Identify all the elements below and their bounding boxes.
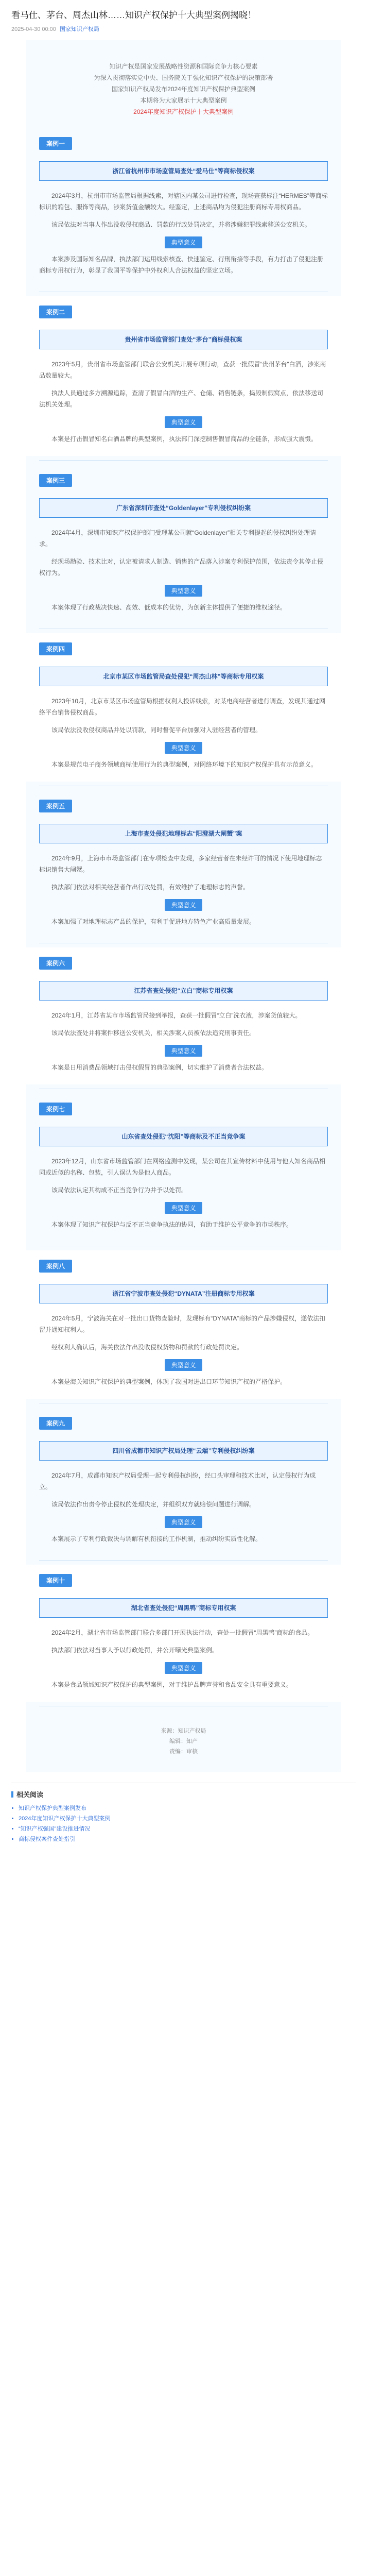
case-list xyxy=(26,128,341,1706)
comment-label xyxy=(39,1202,328,1214)
comment-paragraph: 本案展示了专利行政裁决与调解有机衔接的工作机制，推动纠纷实质性化解。 xyxy=(51,1535,262,1543)
comment-paragraph: 本案是日用消费品领域打击侵权假冒的典型案例，切实维护了消费者合法权益。 xyxy=(51,1064,268,1071)
case-paragraph: 2024年1月，江苏省某市市场监管局接到举报，查获一批假冒“立白”洗衣液，涉案货值较大。 xyxy=(51,1012,302,1019)
comment-label xyxy=(39,899,328,911)
comment-label-text: 典型意义 xyxy=(165,236,202,248)
credits xyxy=(26,1710,341,1772)
intro-block xyxy=(26,40,341,128)
case-tag: 案例七 xyxy=(39,1103,72,1115)
intro-line: 为深入贯彻落实党中央、国务院关于强化知识产权保护的决策部署 xyxy=(94,74,273,81)
comment-paragraph: 本案体现了知识产权保护与反不正当竞争执法的协同，有助于维护公平竞争的市场秩序。 xyxy=(51,1221,293,1228)
credit-line: 编辑：知产 xyxy=(169,1738,198,1744)
section-divider xyxy=(39,460,328,461)
case-paragraph: 2024年2月，湖北省市场监管部门联合多部门开展执法行动，查处一批假冒“周黑鸭”商标的食品。 xyxy=(51,1629,314,1636)
case-paragraph: 执法人员通过多方溯源追踪，查清了假冒白酒的生产、仓储、销售链条，捣毁制假窝点，依法移送司法机关处理。 xyxy=(39,389,324,408)
related-heading xyxy=(11,1789,356,1799)
case-section xyxy=(26,790,341,939)
comment-label xyxy=(39,1662,328,1674)
case-title: 上海市查处侵犯地理标志“阳澄湖大闸蟹”案 xyxy=(39,824,328,843)
case-title: 江苏省查处侵犯“立白”商标专用权案 xyxy=(39,981,328,1001)
case-paragraph: 执法部门依法对当事人予以行政处罚，并公开曝光典型案例。 xyxy=(51,1647,219,1654)
case-tag: 案例十 xyxy=(39,1574,72,1587)
publish-date: 2025-04-30 00:00 xyxy=(11,26,56,32)
comment-label-text: 典型意义 xyxy=(165,1202,202,1214)
comment-paragraph: 本案体现了行政裁决快速、高效、低成本的优势，为创新主体提供了便捷的维权途径。 xyxy=(51,604,287,611)
case-section xyxy=(26,296,341,456)
comment-label xyxy=(39,1516,328,1528)
comment-paragraph: 本案是规范电子商务领域商标使用行为的典型案例，对网络环境下的知识产权保护具有示范意义。 xyxy=(51,761,318,768)
case-paragraph: 经权利人确认后，海关依法作出没收侵权货物和罚款的行政处罚决定。 xyxy=(51,1344,243,1351)
case-paragraph: 执法部门依法对相关经营者作出行政处罚，有效维护了地理标志的声誉。 xyxy=(51,884,250,891)
case-title: 浙江省杭州市市场监管局查处“爱马仕”等商标侵权案 xyxy=(39,161,328,181)
case-paragraph: 2023年10月，北京市某区市场监管局根据权利人投诉线索，对某电商经营者进行调查，发现其通过网络平台销售侵权商品。 xyxy=(39,698,326,716)
comment-label-text: 典型意义 xyxy=(165,1359,202,1371)
case-section xyxy=(26,1093,341,1242)
comment-label-text: 典型意义 xyxy=(165,1045,202,1057)
comment-paragraph: 本案涉及国际知名品牌，执法部门运用线索核查、快速鉴定、行刑衔接等手段，有力打击了侵犯注册商标专用权行为，彰显了我国平等保护中外权利人合法权益的坚定立场。 xyxy=(39,256,324,274)
comment-label xyxy=(39,416,328,428)
case-tag: 案例六 xyxy=(39,957,72,970)
case-section xyxy=(26,128,341,287)
case-tag: 案例二 xyxy=(39,306,72,318)
intro-line: 本期将为大家展示十大典型案例 xyxy=(140,97,227,104)
intro-line: 知识产权是国家发展战略性资源和国际竞争力核心要素 xyxy=(109,63,258,70)
section-bar-icon xyxy=(11,1791,13,1798)
related-list xyxy=(11,1803,356,1844)
case-paragraph: 经现场勘验、技术比对，认定被请求人制造、销售的产品落入涉案专利保护范围，依法责令其停止侵权行为。 xyxy=(39,558,324,577)
case-title: 贵州省市场监管部门查处“茅台”商标侵权案 xyxy=(39,330,328,349)
section-divider xyxy=(39,1560,328,1561)
case-tag: 案例一 xyxy=(39,137,72,150)
case-section xyxy=(26,947,341,1084)
case-section xyxy=(26,1250,341,1399)
case-section xyxy=(26,633,341,782)
article-title: 看马仕、茅台、周杰山林……知识产权保护十大典型案例揭晓！ xyxy=(11,10,256,20)
case-title: 湖北省查处侵犯“周黑鸭”商标专用权案 xyxy=(39,1598,328,1618)
case-paragraph: 该局依法没收侵权商品并处以罚款，同时督促平台加强对入驻经营者的管理。 xyxy=(51,726,262,734)
case-section xyxy=(26,1565,341,1702)
related-link[interactable]: • 知识产权保护典型案例发布 xyxy=(19,1803,356,1814)
case-paragraph: 该局依法作出责令停止侵权的处理决定，并组织双方就赔偿问题进行调解。 xyxy=(51,1501,256,1508)
comment-label xyxy=(39,585,328,597)
case-title: 山东省查处侵犯“沈阳”等商标及不正当竞争案 xyxy=(39,1127,328,1146)
case-paragraph: 2023年12月，山东省市场监管部门在网络监测中发现，某公司在其宣传材料中使用与他人知名商品相同或近似的名称、包装，引人误认为是他人商品。 xyxy=(39,1158,326,1176)
case-title: 北京市某区市场监管局查处侵犯“周杰山林”等商标专用权案 xyxy=(39,667,328,686)
comment-label-text: 典型意义 xyxy=(165,899,202,911)
article-header xyxy=(0,0,367,33)
comment-paragraph: 本案是海关知识产权保护的典型案例，体现了我国对进出口环节知识产权的严格保护。 xyxy=(51,1378,287,1385)
case-tag: 案例三 xyxy=(39,474,72,487)
related-link[interactable]: • “知识产权强国”建设推进情况 xyxy=(19,1824,356,1834)
intro-line: 国家知识产权局发布2024年度知识产权保护典型案例 xyxy=(112,86,255,93)
comment-label xyxy=(39,1045,328,1057)
comment-paragraph: 本案是食品领域知识产权保护的典型案例，对于维护品牌声誉和食品安全具有重要意义。 xyxy=(51,1681,293,1688)
case-tag: 案例四 xyxy=(39,642,72,655)
comment-label xyxy=(39,236,328,248)
related-link[interactable]: • 商标侵权案件查处指引 xyxy=(19,1834,356,1844)
intro-highlight: 2024年度知识产权保护十大典型案例 xyxy=(133,108,234,115)
case-paragraph: 2024年7月，成都市知识产权局受理一起专利侵权纠纷，经口头审理和技术比对，认定侵权行为成立。 xyxy=(39,1472,316,1490)
case-title: 浙江省宁波市查处侵犯“DYNATA”注册商标专用权案 xyxy=(39,1284,328,1303)
comment-paragraph: 本案加强了对地理标志产品的保护，有利于促进地方特色产业高质量发展。 xyxy=(51,918,256,925)
comment-label-text: 典型意义 xyxy=(165,416,202,428)
case-section xyxy=(26,465,341,624)
comment-label-text: 典型意义 xyxy=(165,585,202,597)
article-body xyxy=(26,40,341,1772)
source-link[interactable]: 国家知识产权局 xyxy=(59,26,99,32)
credit-line: 责编：审核 xyxy=(169,1749,198,1755)
case-section xyxy=(26,1408,341,1556)
related-heading-text: 相关阅读 xyxy=(16,1791,44,1799)
comment-label xyxy=(39,1359,328,1371)
case-paragraph: 2024年5月，宁波海关在对一批出口货物查验时，发现标有“DYNATA”商标的产品涉嫌侵权，遂依法扣留并通知权利人。 xyxy=(39,1315,326,1333)
case-paragraph: 该局依法对当事人作出没收侵权商品、罚款的行政处罚决定，并将涉嫌犯罪线索移送公安机关。 xyxy=(51,221,311,228)
case-paragraph: 2024年3月，杭州市市场监管局根据线索，对辖区内某公司进行检查，现场查获标注“HERMES”等商标标识的箱包、服饰等商品，涉案货值金额较大。经鉴定，上述商品均为侵犯注册商标专用权商品。 xyxy=(39,192,328,211)
case-paragraph: 2024年9月，上海市市场监管部门在专项检查中发现，多家经营者在未经许可的情况下使用地理标志标识销售大闸蟹。 xyxy=(39,855,322,873)
credit-line: 来源：知识产权局 xyxy=(161,1728,206,1734)
comment-label xyxy=(39,742,328,754)
comment-label-text: 典型意义 xyxy=(165,1662,202,1674)
case-paragraph: 2024年4月，深圳市知识产权保护部门受理某公司就“Goldenlayer”相关专利提起的侵权纠纷处理请求。 xyxy=(39,529,317,548)
case-paragraph: 该局依法查处并将案件移送公安机关，相关涉案人员被依法追究刑事责任。 xyxy=(51,1029,256,1037)
case-tag: 案例八 xyxy=(39,1260,72,1273)
comment-label-text: 典型意义 xyxy=(165,1516,202,1528)
related-reading xyxy=(11,1783,356,1844)
case-tag: 案例五 xyxy=(39,800,72,812)
article-meta xyxy=(11,25,356,33)
related-link[interactable]: • 2024年度知识产权保护十大典型案例 xyxy=(19,1814,356,1824)
comment-paragraph: 本案是打击假冒知名白酒品牌的典型案例，执法部门深挖制售假冒商品的全链条，形成强大震慑。 xyxy=(51,435,318,443)
comment-label-text: 典型意义 xyxy=(165,742,202,754)
case-paragraph: 该局依法认定其构成不正当竞争行为并予以处罚。 xyxy=(51,1187,188,1194)
case-title: 广东省深圳市查处“Goldenlayer”专利侵权纠纷案 xyxy=(39,498,328,518)
case-paragraph: 2023年5月，贵州省市场监管部门联合公安机关开展专项行动，查获一批假冒“贵州茅台”白酒，涉案商品数量较大。 xyxy=(39,361,326,379)
case-title: 四川省成都市知识产权局处理“云端”专利侵权纠纷案 xyxy=(39,1441,328,1461)
case-tag: 案例九 xyxy=(39,1417,72,1430)
